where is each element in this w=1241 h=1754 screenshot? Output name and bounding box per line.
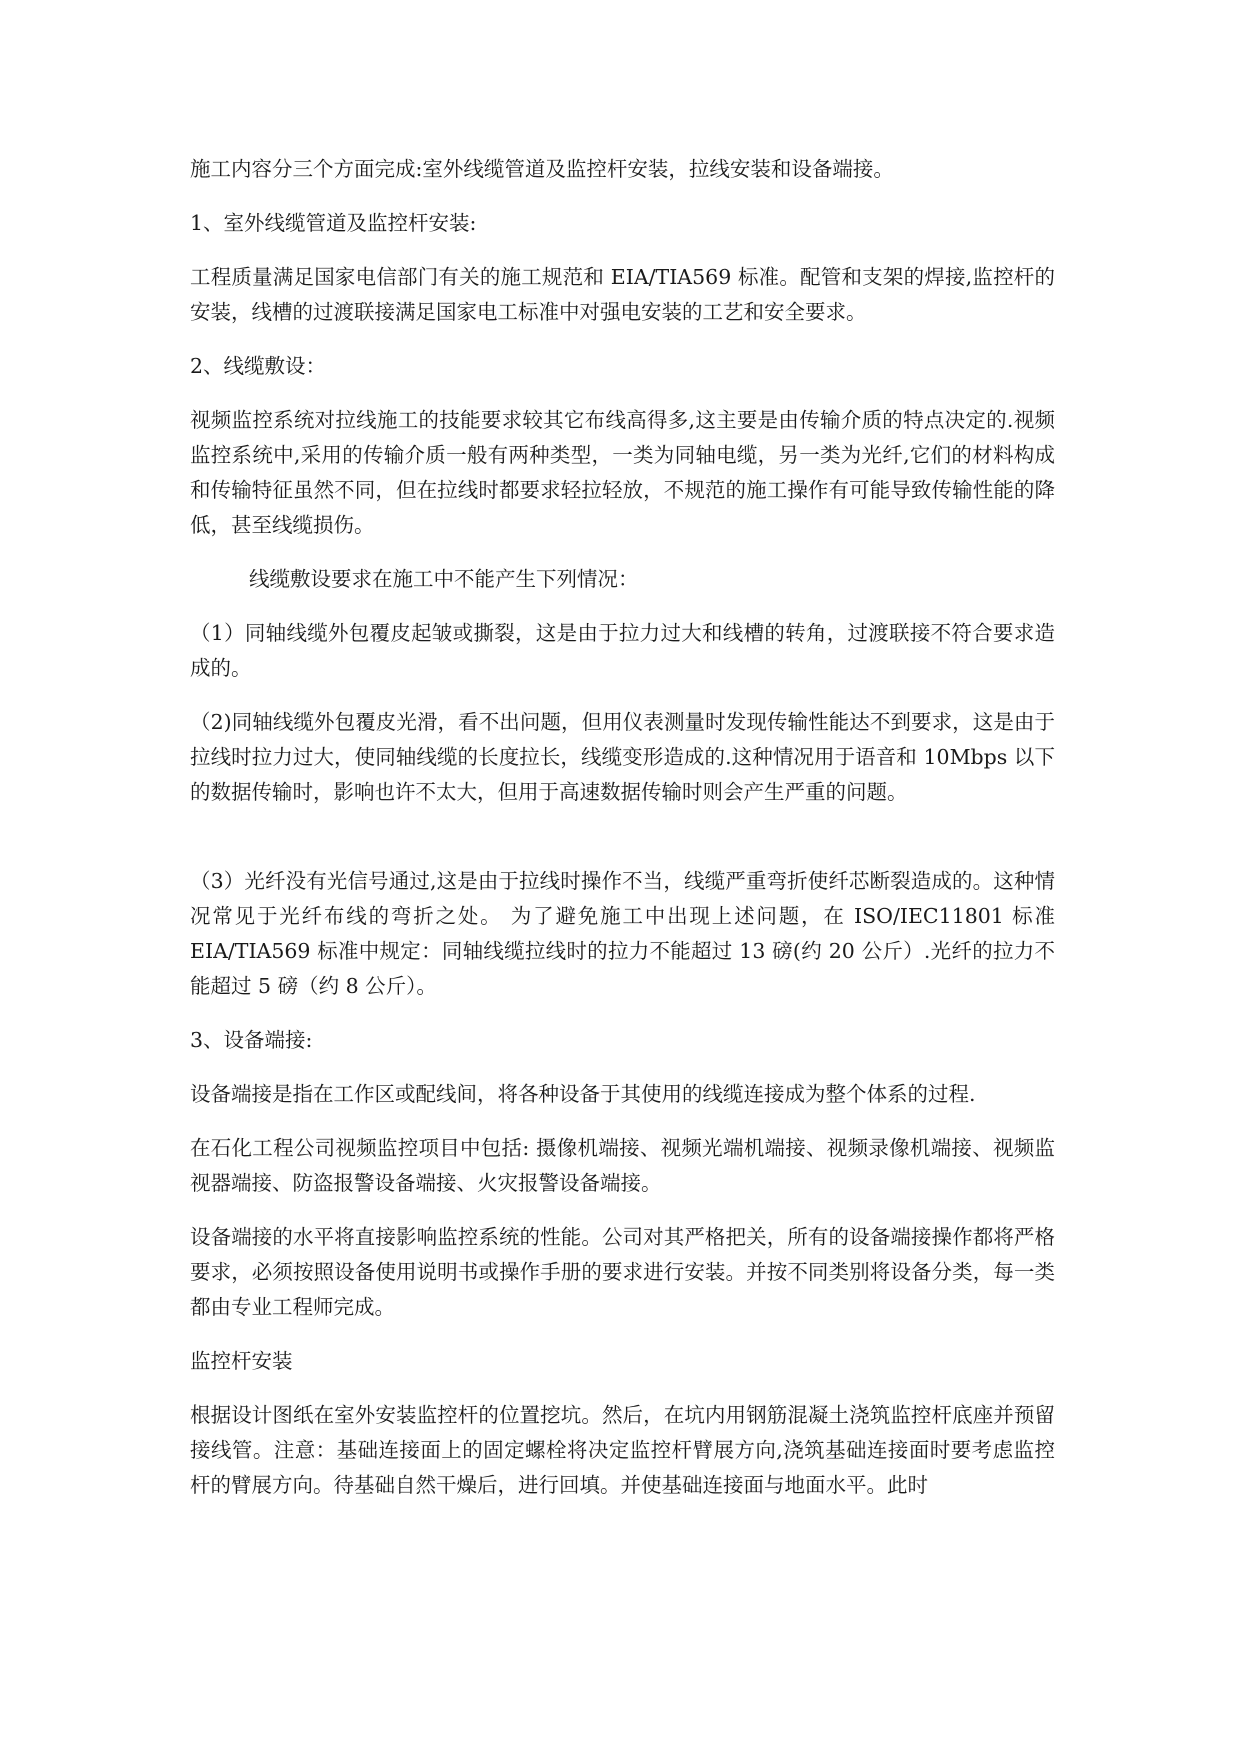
list-item-2: （2)同轴线缆外包覆皮光滑，看不出问题，但用仪表测量时发现传输性能达不到要求，这是由于拉线时拉力过大，使同轴线缆的长度拉长，线缆变形造成的.这种情况用于语音和 10Mbps 以下的数据传输时，影响也许不太大，但用于高速数据传输时则会产生严重的问题。 bbox=[190, 710, 1055, 804]
list-item-3: （3）光纤没有光信号通过,这是由于拉线时操作不当，线缆严重弯折使纤芯断裂造成的。这种情况常见于光纤布线的弯折之处。 为了避免施工中出现上述问题，在 ISO/IEC11801 标准 EIA/TIA569 标准中规定：同轴线缆拉线时的拉力不能超过 13 磅(约 20 公斤）.光纤的拉力不能超过 5 磅（约 8 公斤）。 bbox=[190, 869, 1055, 998]
body-paragraph: 根据设计图纸在室外安装监控杆的位置挖坑。然后，在坑内用钢筋混凝土浇筑监控杆底座并预留接线管。注意：基础连接面上的固定螺栓将决定监控杆臂展方向,浇筑基础连接面时要考虑监控杆的臂展方向。待基础自然干燥后，进行回填。并使基础连接面与地面水平。此时 bbox=[190, 1403, 1055, 1497]
section-heading-3: 3、设备端接: bbox=[190, 1028, 313, 1052]
subsection-heading: 监控杆安装 bbox=[190, 1349, 293, 1373]
body-paragraph: 视频监控系统对拉线施工的技能要求较其它布线高得多,这主要是由传输介质的特点决定的.视频监控系统中,采用的传输介质一般有两种类型，一类为同轴电缆，另一类为光纤,它们的材料构成和传输特征虽然不同，但在拉线时都要求轻拉轻放，不规范的施工操作有可能导致传输性能的降低，甚至线缆损伤。 bbox=[190, 408, 1055, 537]
body-paragraph: 在石化工程公司视频监控项目中包括: 摄像机端接、视频光端机端接、视频录像机端接、视频监视器端接、防盗报警设备端接、火灾报警设备端接。 bbox=[190, 1136, 1055, 1195]
document-body bbox=[190, 152, 1055, 1522]
body-paragraph: 工程质量满足国家电信部门有关的施工规范和 EIA/TIA569 标准。配管和支架的焊接,监控杆的安装，线槽的过渡联接满足国家电工标准中对强电安装的工艺和安全要求。 bbox=[190, 265, 1055, 324]
body-paragraph: 设备端接的水平将直接影响监控系统的性能。公司对其严格把关，所有的设备端接操作都将严格要求，必须按照设备使用说明书或操作手册的要求进行安装。并按不同类别将设备分类，每一类都由专业工程师完成。 bbox=[190, 1225, 1055, 1319]
indented-paragraph: 线缆敷设要求在施工中不能产生下列情况： bbox=[249, 567, 639, 591]
list-item-1: （1）同轴线缆外包覆皮起皱或撕裂，这是由于拉力过大和线槽的转角，过渡联接不符合要求造成的。 bbox=[190, 621, 1055, 680]
section-heading-1: 1、室外线缆管道及监控杆安装: bbox=[190, 211, 477, 235]
intro-paragraph: 施工内容分三个方面完成:室外线缆管道及监控杆安装，拉线安装和设备端接。 bbox=[190, 157, 894, 181]
body-paragraph: 设备端接是指在工作区或配线间，将各种设备于其使用的线缆连接成为整个体系的过程. bbox=[190, 1082, 976, 1106]
section-heading-2: 2、线缆敷设： bbox=[190, 354, 327, 378]
